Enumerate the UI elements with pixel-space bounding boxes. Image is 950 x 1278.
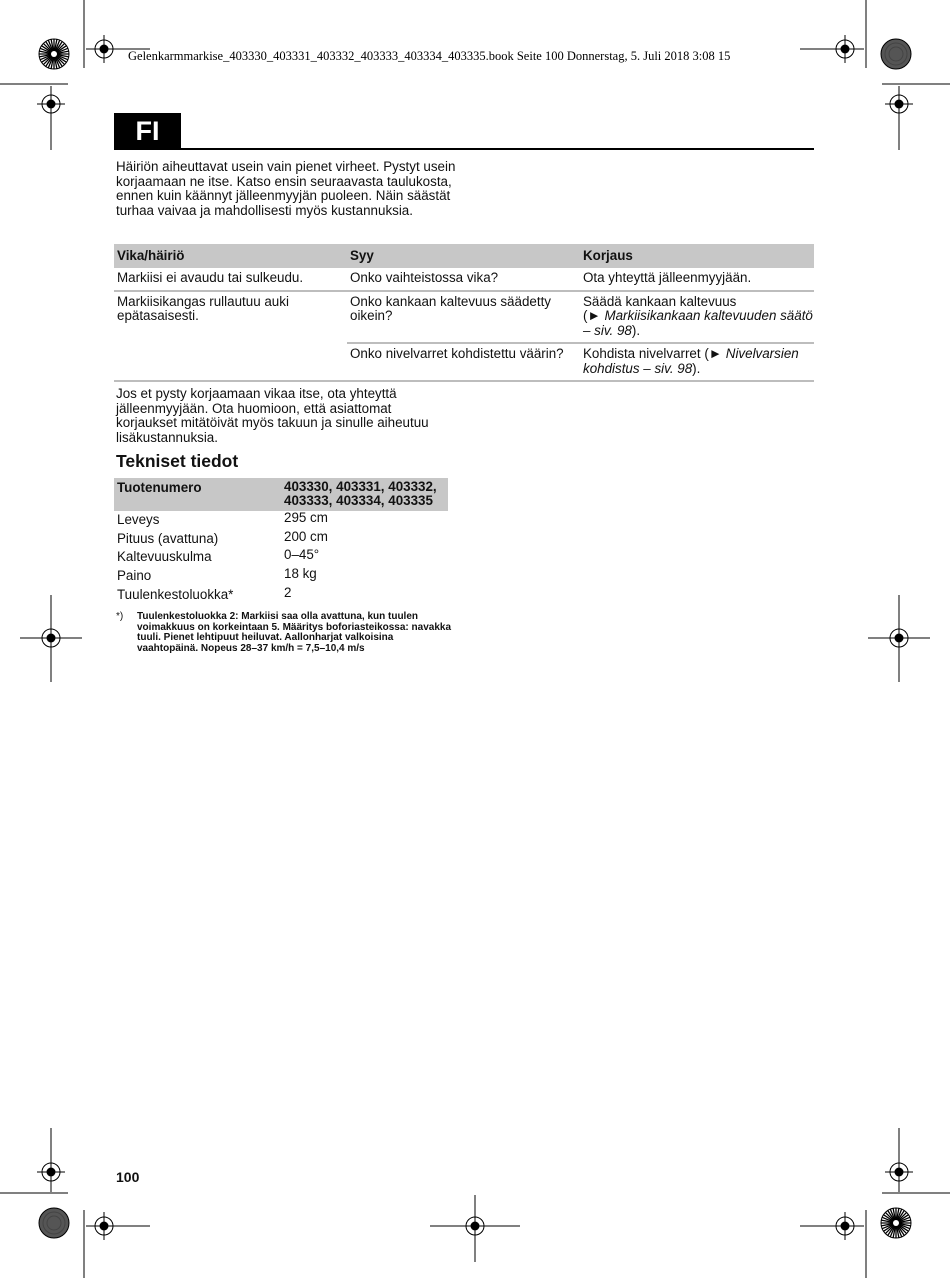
tech-key: Pituus (avattuna) (117, 530, 219, 546)
table-row (114, 530, 448, 549)
header-fault: Vika/häiriö (117, 248, 185, 263)
row2-remedy (580, 295, 814, 339)
row2-remedy-reference: Markiisikankaan kaltevuuden säätö – siv. 98 (583, 308, 813, 338)
table-row (114, 548, 448, 567)
page-number: 100 (116, 1169, 140, 1185)
tech-header-row (114, 478, 448, 511)
section-rule (114, 148, 814, 150)
row2-fault: Markiisikangas rullautuu auki epätasaisesti. (117, 293, 289, 323)
intro-paragraph: Häiriön aiheuttavat usein vain pienet virheet. Pystyt usein korjaamaan ne itse. Katso ensin seuraavasta taulukosta, ennen kuin käännyt jälleenmyyjän puoleen. Näin säästät turhaa vaivaa ja mahdollisesti myös kustannuksia. (116, 159, 456, 218)
tech-key: Kaltevuuskulma (117, 549, 212, 565)
troubleshooting-table (114, 244, 814, 382)
after-paragraph: Jos et pysty korjaamaan vikaa itse, ota yhteyttä jälleenmyyjään. Ota huomioon, että asiattomat korjaukset mitätöivät myös takuun ja sinulle aiheutuu lisäkustannuksia. (116, 386, 429, 445)
row3-remedy-reference: Nivelvarsien kohdistus – siv. 98 (583, 346, 799, 376)
table-row (114, 511, 448, 530)
row2-subrows (347, 295, 814, 381)
section-title: Tekniset tiedot (116, 451, 239, 471)
row1-remedy: Ota yhteyttä jälleenmyyjään. (583, 270, 752, 285)
table-row (114, 292, 814, 381)
table-row (114, 268, 814, 292)
tech-key: Leveys (117, 512, 160, 527)
tech-value: 200 cm (284, 528, 328, 544)
tech-table (114, 478, 448, 604)
print-header: Gelenkarmmarkise_403330_403331_403332_403333_403334_403335.book Seite 100 Donnerstag, 5. Juli 2018 3:08 15 (128, 49, 731, 63)
tech-value: 0–45° (284, 547, 320, 563)
tech-header-key: Tuotenumero (117, 480, 202, 495)
row3-cause: Onko nivelvarret kohdistettu väärin? (350, 346, 564, 361)
row2-remedy-text: Säädä kankaan kaltevuus (583, 293, 737, 309)
row1-fault: Markiisi ei avaudu tai sulkeudu. (117, 270, 304, 285)
row3-remedy (580, 347, 814, 376)
row2-remedy-open: (► (583, 308, 601, 323)
row3-remedy-close: ). (692, 360, 701, 376)
row2-subrow (347, 295, 814, 345)
tech-key: Paino (117, 568, 152, 584)
footnote-mark: *) (116, 611, 124, 622)
row3-subrow (347, 344, 814, 380)
language-tag: FI (114, 113, 181, 149)
tech-value: 18 kg (284, 566, 317, 582)
table-bottom-rule (114, 380, 814, 382)
header-cause: Syy (350, 248, 374, 263)
troubleshooting-header-row (114, 244, 814, 268)
tech-value: 2 (284, 584, 292, 600)
tech-key: Tuulenkestoluokka* (117, 586, 234, 602)
tech-header-value: 403330, 403331, 403332, 403333, 403334, 403335 (284, 479, 437, 508)
row3-remedy-text: Kohdista nivelvarret (► (583, 346, 723, 361)
table-row (114, 567, 448, 586)
footnote-text: Tuulenkestoluokka 2: Markiisi saa olla avattuna, kun tuulen voimakkuus on korkeintaan 5. Määritys boforiasteikossa: navakka tuuli. Pienet lehtipuut heiluvat. Aallonharjat valkoisina vaahtopäinä. Nopeus 28–37 km/h = 7,5–10,4 m/s (137, 611, 452, 654)
header-remedy: Korjaus (583, 248, 633, 263)
tech-value: 295 cm (284, 510, 328, 525)
row2-remedy-close: ). (631, 322, 641, 338)
row1-cause: Onko vaihteistossa vika? (350, 270, 499, 285)
table-row (114, 586, 448, 605)
row2-cause: Onko kankaan kaltevuus säädetty oikein? (350, 293, 551, 323)
footnote (116, 612, 456, 654)
